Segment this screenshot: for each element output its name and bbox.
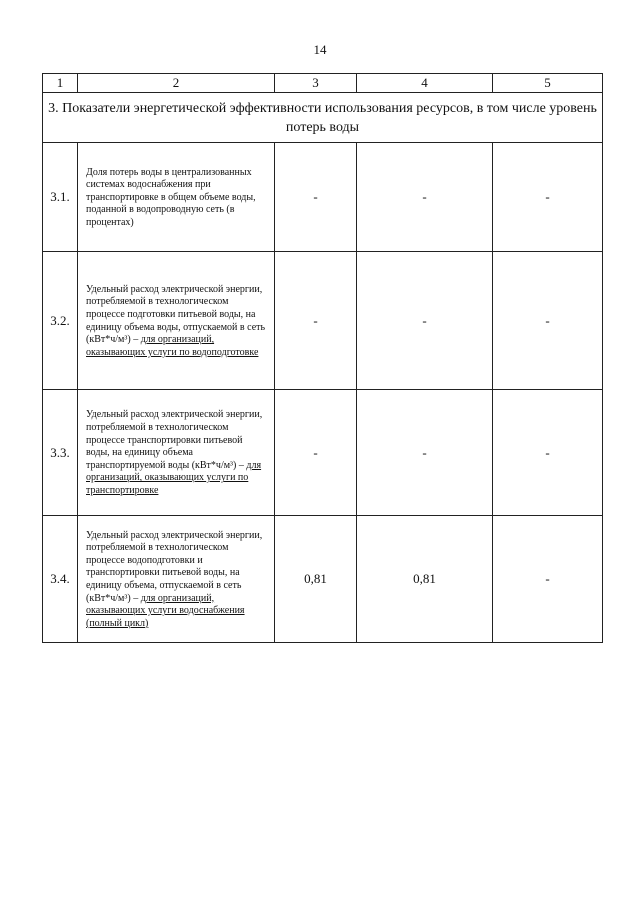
row-description <box>78 390 275 516</box>
row-value-col4: - <box>357 252 493 390</box>
row-number: 3.2. <box>43 252 78 390</box>
row-number: 3.3. <box>43 390 78 516</box>
row-description <box>78 143 275 252</box>
section-row <box>43 93 603 143</box>
section-title: 3. Показатели энергетической эффективности использования ресурсов, в том числе уровень потерь воды <box>43 93 603 143</box>
column-header-1: 1 <box>43 74 78 93</box>
table-row <box>43 390 603 516</box>
row-number: 3.4. <box>43 516 78 643</box>
column-header-5: 5 <box>493 74 603 93</box>
row-value-col3: - <box>275 390 357 516</box>
row-value-col3: - <box>275 143 357 252</box>
row-value-col3: - <box>275 252 357 390</box>
row-value-col3: 0,81 <box>275 516 357 643</box>
table-row <box>43 143 603 252</box>
indicators-table <box>42 73 603 643</box>
row-description-text: Доля потерь воды в централизованных системах водоснабжения при транспортировке в общем объеме воды, поданной в водопроводную сеть (в процентах) <box>86 166 256 228</box>
row-value-col5: - <box>493 252 603 390</box>
column-header-row <box>43 74 603 93</box>
row-description <box>78 516 275 643</box>
page-number: 14 <box>313 42 327 57</box>
row-description-text: Удельный расход электрической энергии, потребляемой в технологическом процессе подготовки питьевой воды, на единицу объема воды, отпускаемой в сеть (кВт*ч/м³) – <box>86 283 266 346</box>
row-value-col5: - <box>493 516 603 643</box>
row-value-col5: - <box>493 143 603 252</box>
row-number: 3.1. <box>43 143 78 252</box>
column-header-3: 3 <box>275 74 357 93</box>
table-row <box>43 516 603 643</box>
column-header-4: 4 <box>357 74 493 93</box>
row-value-col5: - <box>493 390 603 516</box>
row-description-underlined: для организаций, оказывающих услуги по водоподготовке <box>86 334 259 358</box>
row-value-col4: 0,81 <box>357 516 493 643</box>
row-description-text: Удельный расход электрической энергии, потребляемой в технологическом процессе транспортировки питьевой воды, на единицу объема транспортируемой воды (кВт*ч/м³) – <box>86 409 263 471</box>
table-row <box>43 252 603 390</box>
row-description <box>78 252 275 390</box>
row-description-text: Удельный расход электрической энергии, потребляемой в технологическом процессе водоподготовки и транспортировки питьевой воды, на единицу объема, отпускаемой в сеть (кВт*ч/м³) – <box>86 529 263 604</box>
row-value-col4: - <box>357 390 493 516</box>
row-value-col4: - <box>357 143 493 252</box>
column-header-2: 2 <box>78 74 275 93</box>
row-description-underlined: для организаций, оказывающих услуги по транспортировке <box>86 459 262 496</box>
row-description-underlined: для организаций, оказывающих услуги водоснабжения (полный цикл) <box>86 592 245 629</box>
